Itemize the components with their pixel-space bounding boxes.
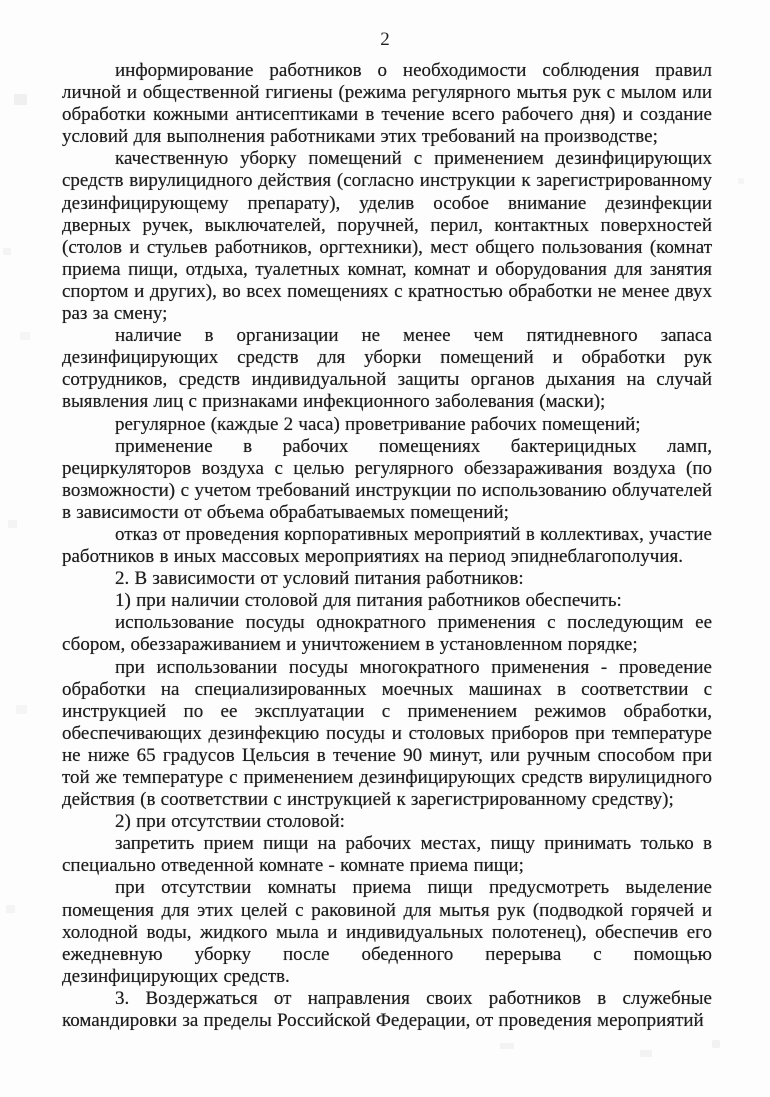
scan-noise-speck	[640, 1050, 652, 1057]
paragraph: качественную уборку помещений с применением дезинфицирующих средств вирулицидного действия (согласно инструкции к зарегистрированному дезинфицирующему препарату), уделив особое внимание дезинфекции дверных ручек, выключателей, поручней, перил, контактных поверхностей (столов и стульев работников, оргтехники), мест общего пользования (комнат приема пищи, отдыха, туалетных комнат, комнат и оборудования для занятия спортом и других), во всех помещениях с кратностью обработки не менее двух раз за смену;	[62, 148, 712, 325]
paragraph: 2. В зависимости от условий питания работников:	[115, 568, 524, 590]
paragraph: запретить прием пищи на рабочих местах, пищу принимать только в специально отведенной комнате - комнате приема пищи;	[62, 833, 712, 877]
scan-noise-speck	[16, 705, 27, 714]
paragraph: применение в рабочих помещениях бактерицидных ламп, рециркуляторов воздуха с целью регулярного обеззараживания воздуха (по возможности) с учетом требований инструкции по использованию облучателей в зависимости от объема обрабатываемых помещений;	[62, 435, 712, 523]
scan-noise-speck	[3, 248, 11, 255]
scan-noise-speck	[500, 1043, 514, 1049]
paragraph: 3. Воздержаться от направления своих работников в служебные командировки за пределы Российской Федерации, от проведения мероприятий	[62, 987, 712, 1032]
scan-noise-speck	[6, 905, 15, 913]
page-number: 2	[380, 29, 390, 50]
paragraph: 1) при наличии столовой для питания работников обеспечить:	[115, 590, 622, 612]
paragraph: при отсутствии комнаты приема пищи предусмотреть выделение помещения для этих целей с раковиной для мытья рук (подводкой горячей и холодной воды, жидкого мыла и индивидуальных полотенец), обеспечив его ежедневную уборку после обеденного перерыва с помощью дезинфицирующих средств.	[62, 877, 712, 987]
scan-noise-speck	[14, 94, 27, 105]
scan-noise-speck	[8, 520, 17, 528]
scan-noise-speck	[712, 1040, 720, 1048]
paragraph: информирование работников о необходимости соблюдения правил личной и общественной гигиены (режима регулярного мытья рук с мылом или обработки кожными антисептиками в течение всего рабочего дня) и создание условий для выполнения работниками этих требований на производстве;	[62, 60, 712, 148]
paragraph: регулярное (каждые 2 часа) проветривание рабочих помещений;	[115, 413, 641, 435]
scan-noise-speck	[738, 178, 744, 184]
document-body	[62, 60, 712, 1032]
paragraph: наличие в организации не менее чем пятидневного запаса дезинфицирующих средств для уборки помещений и обработки рук сотрудников, средств индивидуальной защиты органов дыхания на случай выявления лиц с признаками инфекционного заболевания (маски);	[62, 325, 712, 413]
scan-noise-speck	[20, 332, 30, 340]
paragraph: использование посуды однократного применения с последующим ее сбором, обеззараживанием и уничтожением в установленном порядке;	[62, 612, 712, 656]
paragraph: отказ от проведения корпоративных мероприятий в коллективах, участие работников в иных массовых мероприятиях на период эпиднеблагополучия.	[62, 523, 712, 568]
paragraph: при использовании посуды многократного применения - проведение обработки на специализированных моечных машинах в соответствии с инструкцией по ее эксплуатации с применением режимов обработки, обеспечивающих дезинфекцию посуды и столовых приборов при температуре не ниже 65 градусов Цельсия в течение 90 минут, или ручным способом при той же температуре с применением дезинфицирующих средств вирулицидного действия (в соответствии с инструкцией к зарегистрированному средству);	[62, 656, 712, 811]
paragraph: 2) при отсутствии столовой:	[115, 811, 345, 833]
